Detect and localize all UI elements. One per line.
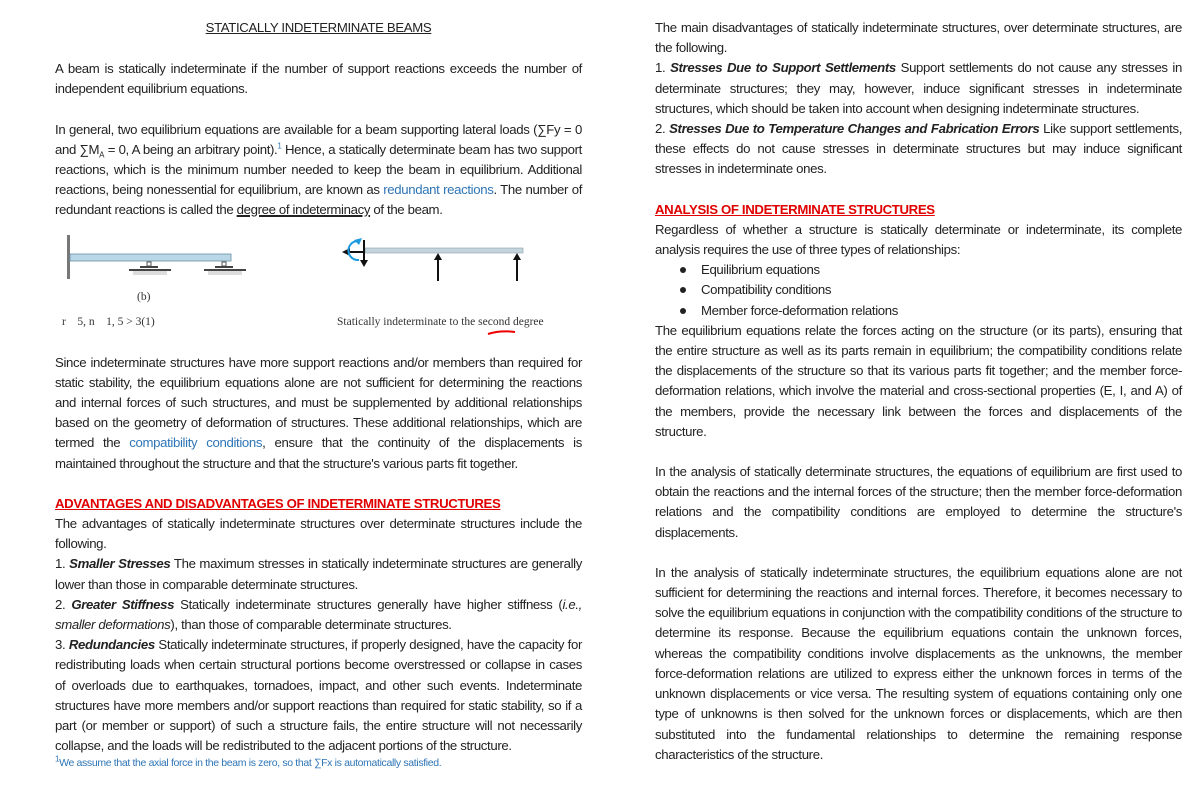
indeterminate-analysis-paragraph: In the analysis of statically indeterminate structures, the equilibrium equations alone are not sufficient for determining the reactions and internal forces. Therefore, it becomes necessary to solve the equilibrium equations in conjunction with the compatibility conditions of the structure to determine its response. Because the equilibrium equations contain the unknown forces, whereas the compatibility conditions involve displacements as the unknowns, the member force-deformation relations are utilized to express either the unknown forces in terms of the unknown displacements or vice versa. The resulting system of equations containing only one type of unknowns is then solved for the unknown forces or displacements, which are then substituted into the fundamental relationships to determine the remaining response characteristics of the structure.	[655, 564, 1182, 762]
beam-figure	[55, 229, 582, 347]
text: Support settlements do not cause any stresses in determinate structures; they may, however, induce significant stresses in indeterminate structures, which should be taken into account when designing indeterminate structures.	[655, 60, 1182, 116]
text: Statically indeterminate structures, if properly designed, have the capacity for redistributing loads when certain structural portions become overstressed or collapse in cases of overloads due to earthquakes, tornadoes, impact, and other such events. Indeterminate structures have more members and/or support reactions than required for static stability, so if a part (or member or support) of such a structure fails, the entire structure will not necessarily collapse, and the loads will be redistributed to the adjacent portions of the structure.	[55, 637, 582, 754]
list-item: Compatibility conditions	[701, 280, 1182, 300]
analysis-heading: ANALYSIS OF INDETERMINATE STRUCTURES	[655, 201, 935, 217]
advantages-intro: The advantages of statically indeterminate structures over determinate structures include the following.	[55, 516, 582, 552]
compatibility-paragraph	[55, 353, 582, 474]
num: 1.	[655, 60, 671, 76]
advantage-title: Smaller Stresses	[69, 556, 171, 572]
figure-equation: r 5, n 1, 5 > 3(1)	[62, 315, 155, 328]
num: 2.	[655, 121, 670, 137]
footnote-ref[interactable]: 1	[277, 141, 282, 151]
roller-support-2	[204, 262, 246, 275]
advantage-2	[55, 595, 582, 635]
figure-caption-right: Statically indeterminate to the second degree	[337, 315, 544, 328]
advantages-heading: ADVANTAGES AND DISADVANTAGES OF INDETERMINATE STRUCTURES	[55, 495, 501, 511]
num: 1.	[55, 556, 70, 572]
text: , ensure that the continuity of the displacements is maintained throughout the structure and that the structure's various parts fit together.	[55, 435, 582, 471]
italic-text: i.e., smaller deformations	[55, 596, 582, 633]
compatibility-conditions-link[interactable]: compatibility conditions	[129, 435, 263, 451]
document-title: STATICALLY INDETERMINATE BEAMS	[205, 20, 432, 35]
relationships-list	[655, 260, 1182, 321]
right-column	[655, 18, 1182, 765]
advantage-title: Redundancies	[68, 637, 155, 653]
relationships-paragraph: The equilibrium equations relate the forces acting on the structure (or its parts), ensuring that the entire structure as well as its parts remain in equilibrium; the compatibility conditions relate the displacements of the structure so that its various parts fit together; and the member force-deformation relations, which involve the material and cross-sectional properties (E, I, and A) of the members, provide the necessary link between the forces and displacements of the structure.	[655, 322, 1182, 439]
beam-free-body	[365, 248, 523, 253]
text: = 0, A being an arbitrary point).	[104, 141, 278, 157]
definition-paragraph: A beam is statically indeterminate if the number of support reactions exceeds the number of independent equilibrium equations.	[55, 61, 582, 97]
determinate-analysis-paragraph: In the analysis of statically determinate structures, the equations of equilibrium are first used to obtain the reactions and the internal forces of the structure; then the member force-deformation relations and the compatibility conditions are employed to determine the structure's displacements.	[655, 464, 1182, 540]
subscript: A	[99, 150, 105, 160]
advantage-3	[55, 635, 582, 756]
footnote	[55, 756, 582, 770]
text: Since indeterminate structures have more support reactions and/or members than required for static stability, the equilibrium equations alone are not sufficient for determining the reactions and internal forces of such structures, and must be supplemented by additional relationships based on the geometry of deformation of structures. These additional relationships, which are termed the	[55, 354, 582, 451]
text: Statically indeterminate structures generally have higher stiffness (	[174, 596, 563, 612]
advantage-1	[55, 554, 582, 594]
disadvantages-intro: The main disadvantages of statically indeterminate structures, over determinate structures, are the following.	[655, 20, 1182, 56]
left-column	[55, 18, 582, 770]
fixed-wall	[67, 235, 70, 279]
disadvantage-title: Stresses Due to Temperature Changes and Fabrication Errors	[669, 121, 1040, 137]
disadvantage-1	[655, 58, 1182, 119]
text: In general, two equilibrium equations are available for a beam supporting lateral loads (∑Fy = 0 and ∑M	[55, 121, 582, 157]
moment-reaction-arrow	[348, 241, 359, 260]
text: Hence, a statically determinate beam has two support reactions, which is the minimum number needed to keep the beam in equilibrium. Additional reactions, being nonessential for equilibrium, are known as	[55, 141, 582, 198]
degree-of-indeterminacy-term: degree of indeterminacy	[236, 202, 371, 218]
advantage-title: Greater Stiffness	[71, 596, 175, 612]
relationships-intro: Regardless of whether a structure is statically determinate or indeterminate, its complete analysis requires the use of three types of relationships:	[655, 221, 1182, 258]
equilibrium-paragraph	[55, 120, 582, 221]
text: Like support settlements, these effects do not cause stresses in determinate structures but may induce significant stresses in indeterminate ones.	[655, 121, 1183, 177]
text: . The number of redundant reactions is called the	[55, 182, 583, 218]
num: 3.	[55, 637, 69, 653]
list-item: Member force-deformation relations	[701, 301, 1182, 321]
disadvantage-title: Stresses Due to Support Settlements	[670, 60, 896, 76]
text: of the beam.	[370, 202, 443, 218]
num: 2.	[55, 596, 72, 612]
roller-support-1	[129, 262, 171, 275]
text: ), than those of comparable determinate structures.	[170, 617, 452, 633]
disadvantage-2	[655, 119, 1182, 180]
text: The maximum stresses in statically indeterminate structures are generally lower than those in comparable determinate structures.	[55, 556, 582, 592]
footnote-number: 1	[55, 754, 60, 764]
redundant-reactions-link[interactable]: redundant reactions	[383, 182, 494, 198]
figure-caption-b: (b)	[137, 290, 151, 303]
list-item: Equilibrium equations	[701, 260, 1182, 280]
footnote-text: We assume that the axial force in the beam is zero, so that ∑Fx is automatically satisfied.	[59, 757, 442, 770]
beam-b	[70, 254, 231, 261]
